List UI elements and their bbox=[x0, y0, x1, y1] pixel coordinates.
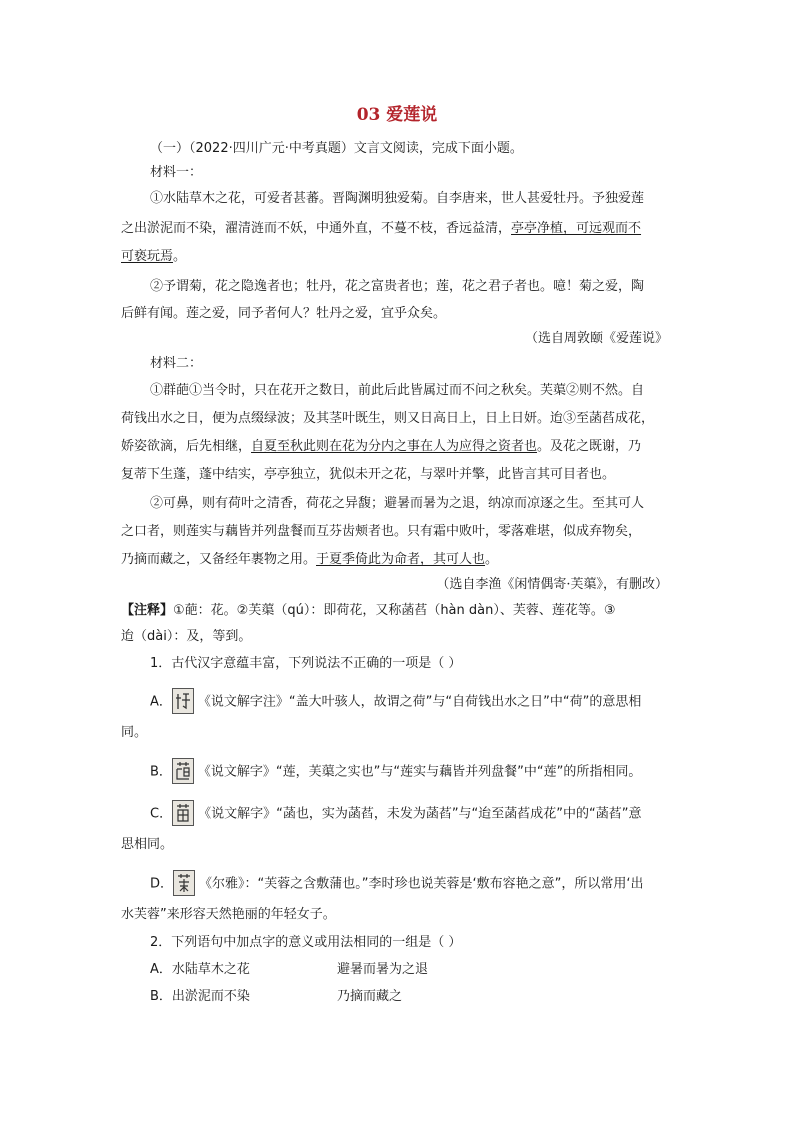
seal-lian-icon bbox=[172, 758, 194, 784]
q1-d-text: 《尔雅》：“芙蓉之含敷蒲也。”李时珍也说芙蓉是‘敷布容艳之意”，所以常用‘出 bbox=[199, 876, 644, 892]
notes-line1 bbox=[121, 602, 616, 620]
q2-option-a-right: 避暑而暑为之退 bbox=[337, 962, 429, 977]
q2-option-b-right: 乃摘而藏之 bbox=[337, 989, 403, 1004]
q1-stem: 1．古代汉字意蕴丰富，下列说法不正确的一项是（ ） bbox=[150, 656, 462, 671]
seal-han-icon bbox=[172, 800, 194, 826]
q1-option-d-cont: 水芙蓉”来形容天然艳丽的年轻女子。 bbox=[121, 907, 336, 922]
q2-stem: 2．下列语句中加点字的意义或用法相同的一组是（ ） bbox=[150, 935, 462, 950]
material2-p1-line2: 荷钱出水之日，便为点缀绿波；及其茎叶既生，则又日高日上，日上日妍。迨③至菡萏成花， bbox=[121, 411, 655, 426]
material1-label: 材料一： bbox=[150, 165, 203, 180]
material1-p1-line3 bbox=[121, 248, 186, 266]
material2-p1-line3-text: 娇姿欲滴，后先相继， bbox=[121, 439, 252, 454]
material1-p1-line3-end: 。 bbox=[173, 249, 187, 264]
material1-p1-line2-text: 之出淤泥而不染，濯清涟而不妖，中通外直，不蔓不枝，香远益清， bbox=[121, 221, 512, 236]
seal-fu-icon bbox=[173, 870, 195, 896]
material2-p2-line1: ②可鼻，则有荷叶之清香，荷花之异馥；避暑而暑为之退，纳凉而凉逐之生。至其可人 bbox=[150, 496, 645, 511]
material2-p1-line1: ①群葩①当令时，只在花开之数日，前此后此皆属过而不问之秋矣。芙蕖②则不然。自 bbox=[150, 383, 645, 398]
material2-label: 材料二： bbox=[150, 356, 203, 371]
notes-text1: ①葩：花。②芙蕖（qú）：即荷花，又称菡萏（hàn dàn）、芙蓉、莲花等。③ bbox=[173, 603, 616, 618]
q1-a-label: A． bbox=[150, 694, 172, 710]
q1-option-c-cont: 思相同。 bbox=[121, 837, 174, 852]
notes-line2: 迨（dài）：及，等到。 bbox=[121, 629, 252, 644]
material1-source: （选自周敦颐《爱莲说》 bbox=[524, 331, 668, 346]
q2-option-b: B．出淤泥而不染 bbox=[150, 989, 250, 1004]
q1-option-b bbox=[150, 759, 641, 785]
material2-p2-line3-text: 乃摘而藏之，又备经年裹物之用。 bbox=[121, 552, 317, 567]
material1-p2-line1: ②予谓菊，花之隐逸者也；牡丹，花之富贵者也；莲，花之君子者也。噫！菊之爱，陶 bbox=[150, 279, 645, 294]
q1-b-text: 《说文解字》“莲，芙蕖之实也”与“莲实与藕皆并列盘餐”中“莲”的所指相同。 bbox=[197, 764, 642, 780]
material2-source: （选自李渔《闲情偶寄·芙蕖》，有删改） bbox=[436, 577, 668, 592]
material1-p2-line2: 后鲜有闻。莲之爱，同予者何人？牡丹之爱，宜乎众矣。 bbox=[121, 306, 447, 321]
material1-p1-line2 bbox=[121, 220, 641, 238]
notes-label: 【注释】 bbox=[121, 603, 174, 618]
q2-option-a: A．水陆草木之花 bbox=[150, 962, 250, 977]
material2-underlined-sentence: 自夏至秋此则在花为分内之事在人为应得之资者也 bbox=[251, 439, 538, 454]
q1-c-label: C． bbox=[150, 806, 173, 822]
q1-option-c bbox=[150, 801, 642, 827]
document-title: 03 爱莲说 bbox=[356, 105, 438, 125]
material1-p1-line1: ①水陆草木之花，可爱者甚蕃。晋陶渊明独爱菊。自李唐来，世人甚爱牡丹。予独爱莲 bbox=[150, 191, 645, 206]
seal-he-icon bbox=[172, 688, 194, 714]
q1-a-text: 《说文解字注》“盖大叶骇人，故谓之荷”与“自荷钱出水之日”中“荷”的意思相 bbox=[197, 694, 642, 710]
q1-c-text: 《说文解字》“菡也，实为菡萏，未发为菡萏”与“迨至菡萏成花”中的“菡萏”意 bbox=[198, 806, 642, 822]
material2-p2-line3 bbox=[121, 551, 498, 569]
q1-option-a-cont: 同。 bbox=[121, 725, 148, 740]
material1-underlined-phrase-end: 可亵玩焉 bbox=[121, 249, 174, 264]
intro-text: （一）（2022·四川广元·中考真题）文言文阅读，完成下面小题。 bbox=[150, 141, 523, 156]
material2-p2-line2: 之口者，则莲实与藕皆并列盘餐而互芬齿颊者也。只有霜中败叶，零落难堪，似成弃物矣， bbox=[121, 524, 642, 539]
q1-d-label: D． bbox=[150, 876, 174, 892]
q1-option-a bbox=[150, 689, 641, 715]
material2-p2-line3-end: 。 bbox=[485, 552, 499, 567]
material2-underlined-sentence-2: 于夏季倚此为命者，其可人也 bbox=[316, 552, 486, 567]
material2-p1-line3-end: 。及花之既谢，乃 bbox=[537, 439, 642, 454]
q1-option-d bbox=[150, 871, 644, 897]
q1-b-label: B． bbox=[150, 764, 172, 780]
material2-p1-line4: 复蒂下生蓬，蓬中结实，亭亭独立，犹似未开之花，与翠叶并擎，此皆言其可目者也。 bbox=[121, 467, 616, 482]
material2-p1-line3 bbox=[121, 438, 641, 456]
material1-underlined-phrase: 亭亭净植，可远观而不 bbox=[511, 221, 642, 236]
